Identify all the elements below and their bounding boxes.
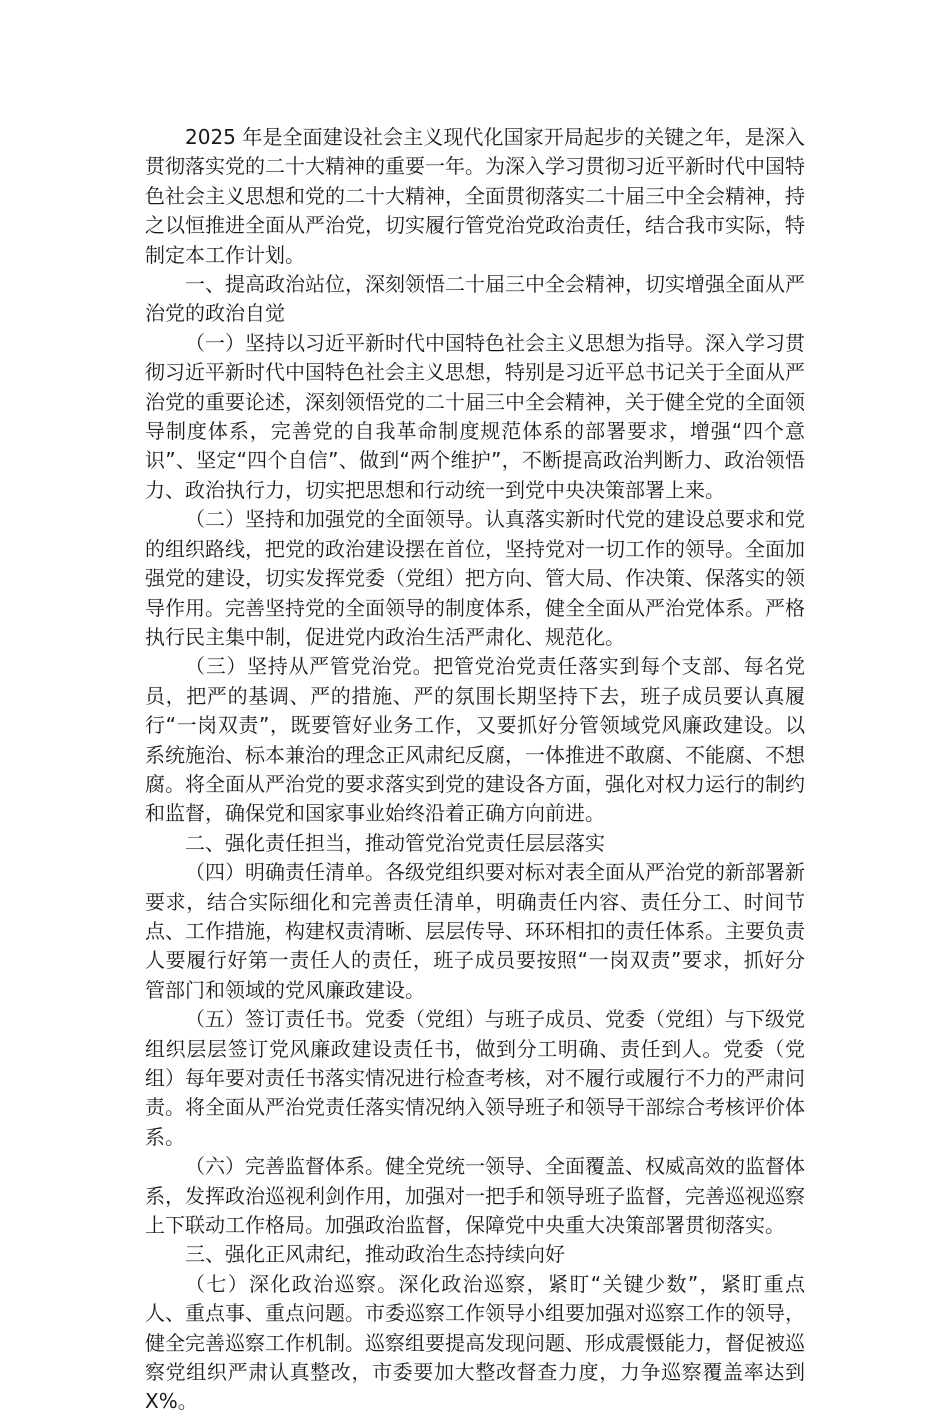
- paragraph-item-2: （二）坚持和加强党的全面领导。认真落实新时代党的建设总要求和党的组织路线，把党的政治建设摆在首位，坚持党对一切工作的领导。全面加强党的建设，切实发挥党委（党组）把方向、管大局、作决策、保落实的领导作用。完善坚持党的全面领导的制度体系，健全全面从严治党体系。严格执行民主集中制，促进党内政治生活严肃化、规范化。: [145, 507, 805, 649]
- document-body: [145, 123, 805, 1417]
- paragraph-item-1: （一）坚持以习近平新时代中国特色社会主义思想为指导。深入学习贯彻习近平新时代中国特色社会主义思想，特别是习近平总书记关于全面从严治党的重要论述，深刻领悟党的二十届三中全会精神，关于健全党的全面领导制度体系，完善党的自我革命制度规范体系的部署要求，增强“四个意识”、坚定“四个自信”、做到“两个维护”，不断提高政治判断力、政治领悟力、政治执行力，切实把思想和行动统一到党中央决策部署上来。: [145, 330, 805, 502]
- intro-paragraph: 2025 年是全面建设社会主义现代化国家开局起步的关键之年，是深入贯彻落实党的二十大精神的重要一年。为深入学习贯彻习近平新时代中国特色社会主义思想和党的二十大精神，全面贯彻落实二十届三中全会精神，持之以恒推进全面从严治党，切实履行管党治党政治责任，结合我市实际，特制定本工作计划。: [145, 125, 805, 267]
- section-heading-1: 一、提高政治站位，深刻领悟二十届三中全会精神，切实增强全面从严治党的政治自觉: [145, 272, 805, 326]
- paragraph-item-6: （六）完善监督体系。健全党统一领导、全面覆盖、权威高效的监督体系，发挥政治巡视利剑作用，加强对一把手和领导班子监督，完善巡视巡察上下联动工作格局。加强政治监督，保障党中央重大决策部署贯彻落实。: [145, 1154, 805, 1238]
- paragraph-item-4: （四）明确责任清单。各级党组织要对标对表全面从严治党的新部署新要求，结合实际细化和完善责任清单，明确责任内容、责任分工、时间节点、工作措施，构建权责清晰、层层传导、环环相扣的责任体系。主要负责人要履行好第一责任人的责任，班子成员要按照“一岗双责”要求，抓好分管部门和领域的党风廉政建设。: [145, 860, 805, 1002]
- paragraph-item-7: （七）深化政治巡察。深化政治巡察，紧盯“关键少数”，紧盯重点人、重点事、重点问题。市委巡察工作领导小组要加强对巡察工作的领导，健全完善巡察工作机制。巡察组要提高发现问题、形成震慑能力，督促被巡察党组织严肃认真整改，市委要加大整改督查力度，力争巡察覆盖率达到 X%。: [145, 1271, 805, 1414]
- section-heading-3: 三、强化正风肃纪，推动政治生态持续向好: [185, 1242, 565, 1267]
- paragraph-item-5: （五）签订责任书。党委（党组）与班子成员、党委（党组）与下级党组织层层签订党风廉政建设责任书，做到分工明确、责任到人。党委（党组）每年要对责任书落实情况进行检查考核，对不履行或履行不力的严肃问责。将全面从严治党责任落实情况纳入领导班子和领导干部综合考核评价体系。: [145, 1007, 805, 1149]
- paragraph-item-3: （三）坚持从严管党治党。把管党治党责任落实到每个支部、每名党员，把严的基调、严的措施、严的氛围长期坚持下去，班子成员要认真履行“一岗双责”，既要管好业务工作，又要抓好分管领域党风廉政建设。以系统施治、标本兼治的理念正风肃纪反腐，一体推进不敢腐、不能腐、不想腐。将全面从严治党的要求落实到党的建设各方面，强化对权力运行的制约和监督，确保党和国家事业始终沿着正确方向前进。: [145, 654, 805, 826]
- section-heading-2: 二、强化责任担当，推动管党治党责任层层落实: [185, 830, 605, 855]
